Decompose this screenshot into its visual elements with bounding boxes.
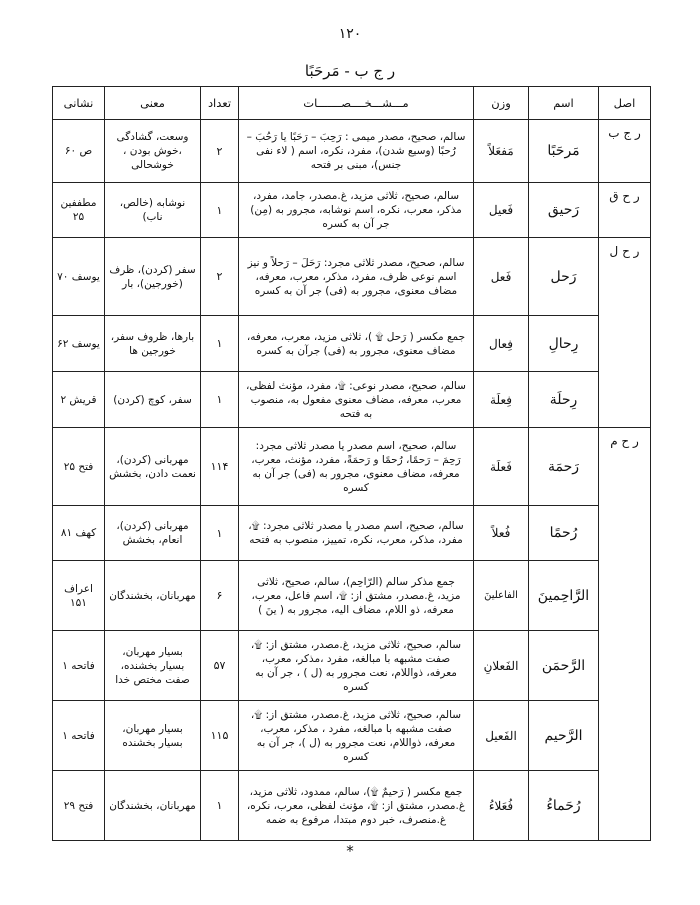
count-cell: ۲ <box>201 120 239 183</box>
address-cell: کهف ۸۱ <box>53 506 105 561</box>
header-spec: مـــشـــخــــصـــــــات <box>239 87 474 120</box>
address-cell: فتح ۲۵ <box>53 428 105 506</box>
footer-asterisk: * <box>346 842 354 860</box>
word-cell: مَرحَبًا <box>529 120 599 183</box>
table-row <box>53 238 651 316</box>
word-cell: الرَّحمَن <box>529 631 599 701</box>
address-cell: مطففین ۲۵ <box>53 183 105 238</box>
meaning-cell: وسعت، گشادگی ،خوش بودن ، خوشحالی <box>105 120 201 183</box>
word-cell: رُحَماءُ <box>529 771 599 841</box>
address-cell: ص ۶۰ <box>53 120 105 183</box>
wazn-cell: مَفعَلاً <box>474 120 529 183</box>
word-cell: رِحلَة <box>529 372 599 428</box>
wazn-cell: فَعلَة <box>474 428 529 506</box>
word-cell: الرَّاحِمینَ <box>529 561 599 631</box>
spec-cell: سالم، صحیح، ثلاثی مزید، غ.مصدر، مشتق از: ۩، صفت مشبهه با مبالغه، مفرد ،مذکر، معرب، معرفه، ذواللام، نعت مجرور به (ل ) ، جر آن به کسره <box>239 631 474 701</box>
root-cell: ر ح ق <box>599 183 651 238</box>
wazn-cell: الفَعیل <box>474 701 529 771</box>
address-cell: اعراف ۱۵۱ <box>53 561 105 631</box>
page-title: ر ج ب - مَرحَبًا <box>304 62 396 80</box>
table-row <box>53 120 651 183</box>
spec-cell: سالم، صحیح، اسم مصدر یا مصدر ثلاثی مجرد: ۩، مفرد، مذکر، معرب، نکره، تمییز، منصوب به فتحه <box>239 506 474 561</box>
page-number: ۱۲۰ <box>338 26 362 42</box>
spec-cell: سالم، صحیح، مصدر نوعی: ۩، مفرد، مؤنث لفظی، معرب، معرفه، مضاف معنوی مفعول به، منصوب به فتحه <box>239 372 474 428</box>
address-cell: فاتحه ۱ <box>53 701 105 771</box>
wazn-cell: فُعلاً <box>474 506 529 561</box>
meaning-cell: سفر (کردن)، ظرف (خورجین)، بار <box>105 238 201 316</box>
lexicon-table <box>52 86 651 841</box>
meaning-cell: سفر، کوچ (کردن) <box>105 372 201 428</box>
word-cell: رَحل <box>529 238 599 316</box>
word-cell: رِحالِ <box>529 316 599 372</box>
table-row <box>53 428 651 506</box>
table-row <box>53 183 651 238</box>
wazn-cell: الفاعلینَ <box>474 561 529 631</box>
meaning-cell: مهربانی (کردن)، نعمت دادن، بخشش <box>105 428 201 506</box>
word-cell: رُحمًا <box>529 506 599 561</box>
count-cell: ۱ <box>201 372 239 428</box>
meaning-cell: مهربانی (کردن)، انعام، بخشش <box>105 506 201 561</box>
spec-cell: جمع مذکر سالم (الرّاحِم)، سالم، صحیح، ثلاثی مزید، غ.مصدر، مشتق از: ۩، اسم فاعل، معرب، معرفه، ذو اللام، مضاف الیه، مجرور به ( ینَ ) <box>239 561 474 631</box>
meaning-cell: بارها، ظروف سفر، خورجین ها <box>105 316 201 372</box>
count-cell: ۱۱۴ <box>201 428 239 506</box>
count-cell: ۶ <box>201 561 239 631</box>
address-cell: فاتحه ۱ <box>53 631 105 701</box>
meaning-cell: مهربانان، بخشندگان <box>105 561 201 631</box>
spec-cell: سالم، صحیح، اسم مصدر یا مصدر ثلاثی مجرد: رَحِمَ – رَحمًا، رُحمًا و رَحمَةً، مفرد، مؤنث، معرب، معرفه، مضاف معنوی، مجرور به (فی) جر آن به کسره <box>239 428 474 506</box>
meaning-cell: نوشابه (خالص، ناب) <box>105 183 201 238</box>
header-root: اصل <box>599 87 651 120</box>
table-row <box>53 316 651 372</box>
table-row <box>53 631 651 701</box>
count-cell: ۱ <box>201 316 239 372</box>
spec-cell: سالم، صحیح، ثلاثی مزید، غ.مصدر، مشتق از: ۩، صفت مشبهه با مبالغه، مفرد ، مذکر، معرب، معرفه، ذواللام، نعت مجرور به (ل )، جر آن به کسره <box>239 701 474 771</box>
count-cell: ۱ <box>201 771 239 841</box>
count-cell: ۱ <box>201 183 239 238</box>
count-cell: ۱ <box>201 506 239 561</box>
table-row <box>53 771 651 841</box>
wazn-cell: فِعال <box>474 316 529 372</box>
table-row <box>53 506 651 561</box>
root-cell: ر ح م <box>599 428 651 841</box>
meaning-cell: بسیار مهربان، بسیار بخشنده <box>105 701 201 771</box>
root-cell: ر ح ل <box>599 238 651 428</box>
wazn-cell: فَعیل <box>474 183 529 238</box>
spec-cell: جمع مکسر ( رَحیمٌ ۩)، سالم، ممدود، ثلاثی مزید، غ.مصدر، مشتق از: ۩، مؤنث لفظی، معرب، نکره، غ.منصرف، خبر دوم مبتدا، مرفوع به ضمه <box>239 771 474 841</box>
address-cell: یوسف ۶۲ <box>53 316 105 372</box>
header-address: نشانى <box>53 87 105 120</box>
count-cell: ۵۷ <box>201 631 239 701</box>
spec-cell: سالم، صحیح، مصدر میمی : رَحِبَ – رَحَبًا یا رَحُبَ – رُحبًا (وسیع شدن)، مفرد، نکره، اسم ( لاء نفی جنس)، مبنی بر فتحه <box>239 120 474 183</box>
table-row <box>53 561 651 631</box>
meaning-cell: مهربانان، بخشندگان <box>105 771 201 841</box>
count-cell: ۲ <box>201 238 239 316</box>
address-cell: یوسف ۷۰ <box>53 238 105 316</box>
header-word: اسم <box>529 87 599 120</box>
table-header-row <box>53 87 651 120</box>
word-cell: رَحمَة <box>529 428 599 506</box>
header-count: تعداد <box>201 87 239 120</box>
spec-cell: سالم، صحیح، ثلاثی مزید، غ.مصدر، جامد، مفرد، مذکر، معرب، نکره، اسم نوشابه، مجرور به (مِن) جر آن به کسره <box>239 183 474 238</box>
table-row <box>53 372 651 428</box>
word-cell: رَحیق <box>529 183 599 238</box>
wazn-cell: فِعلَة <box>474 372 529 428</box>
address-cell: فتح ۲۹ <box>53 771 105 841</box>
header-wazn: وزن <box>474 87 529 120</box>
wazn-cell: فُعَلاءُ <box>474 771 529 841</box>
word-cell: الرَّحیم <box>529 701 599 771</box>
spec-cell: سالم، صحیح، مصدر ثلاثی مجرد: رَحَلَ – رَحلاً و نیز اسم نوعی ظرف، مفرد، مذکر، معرب، معرفه، مضاف معنوی، مجرور به (فی) جر آن به کسره <box>239 238 474 316</box>
wazn-cell: الفَعلانِ <box>474 631 529 701</box>
table-row <box>53 701 651 771</box>
meaning-cell: بسیار مهربان، بسیار بخشنده، صفت مختص خدا <box>105 631 201 701</box>
header-meaning: معنى <box>105 87 201 120</box>
wazn-cell: فَعل <box>474 238 529 316</box>
address-cell: قریش ۲ <box>53 372 105 428</box>
spec-cell: جمع مکسر ( رَحل ۩ )، ثلاثی مزید، معرب، معرفه، مضاف معنوی، مجرور به (فی) جرآن به کسره <box>239 316 474 372</box>
count-cell: ۱۱۵ <box>201 701 239 771</box>
root-cell: ر ج ب <box>599 120 651 183</box>
